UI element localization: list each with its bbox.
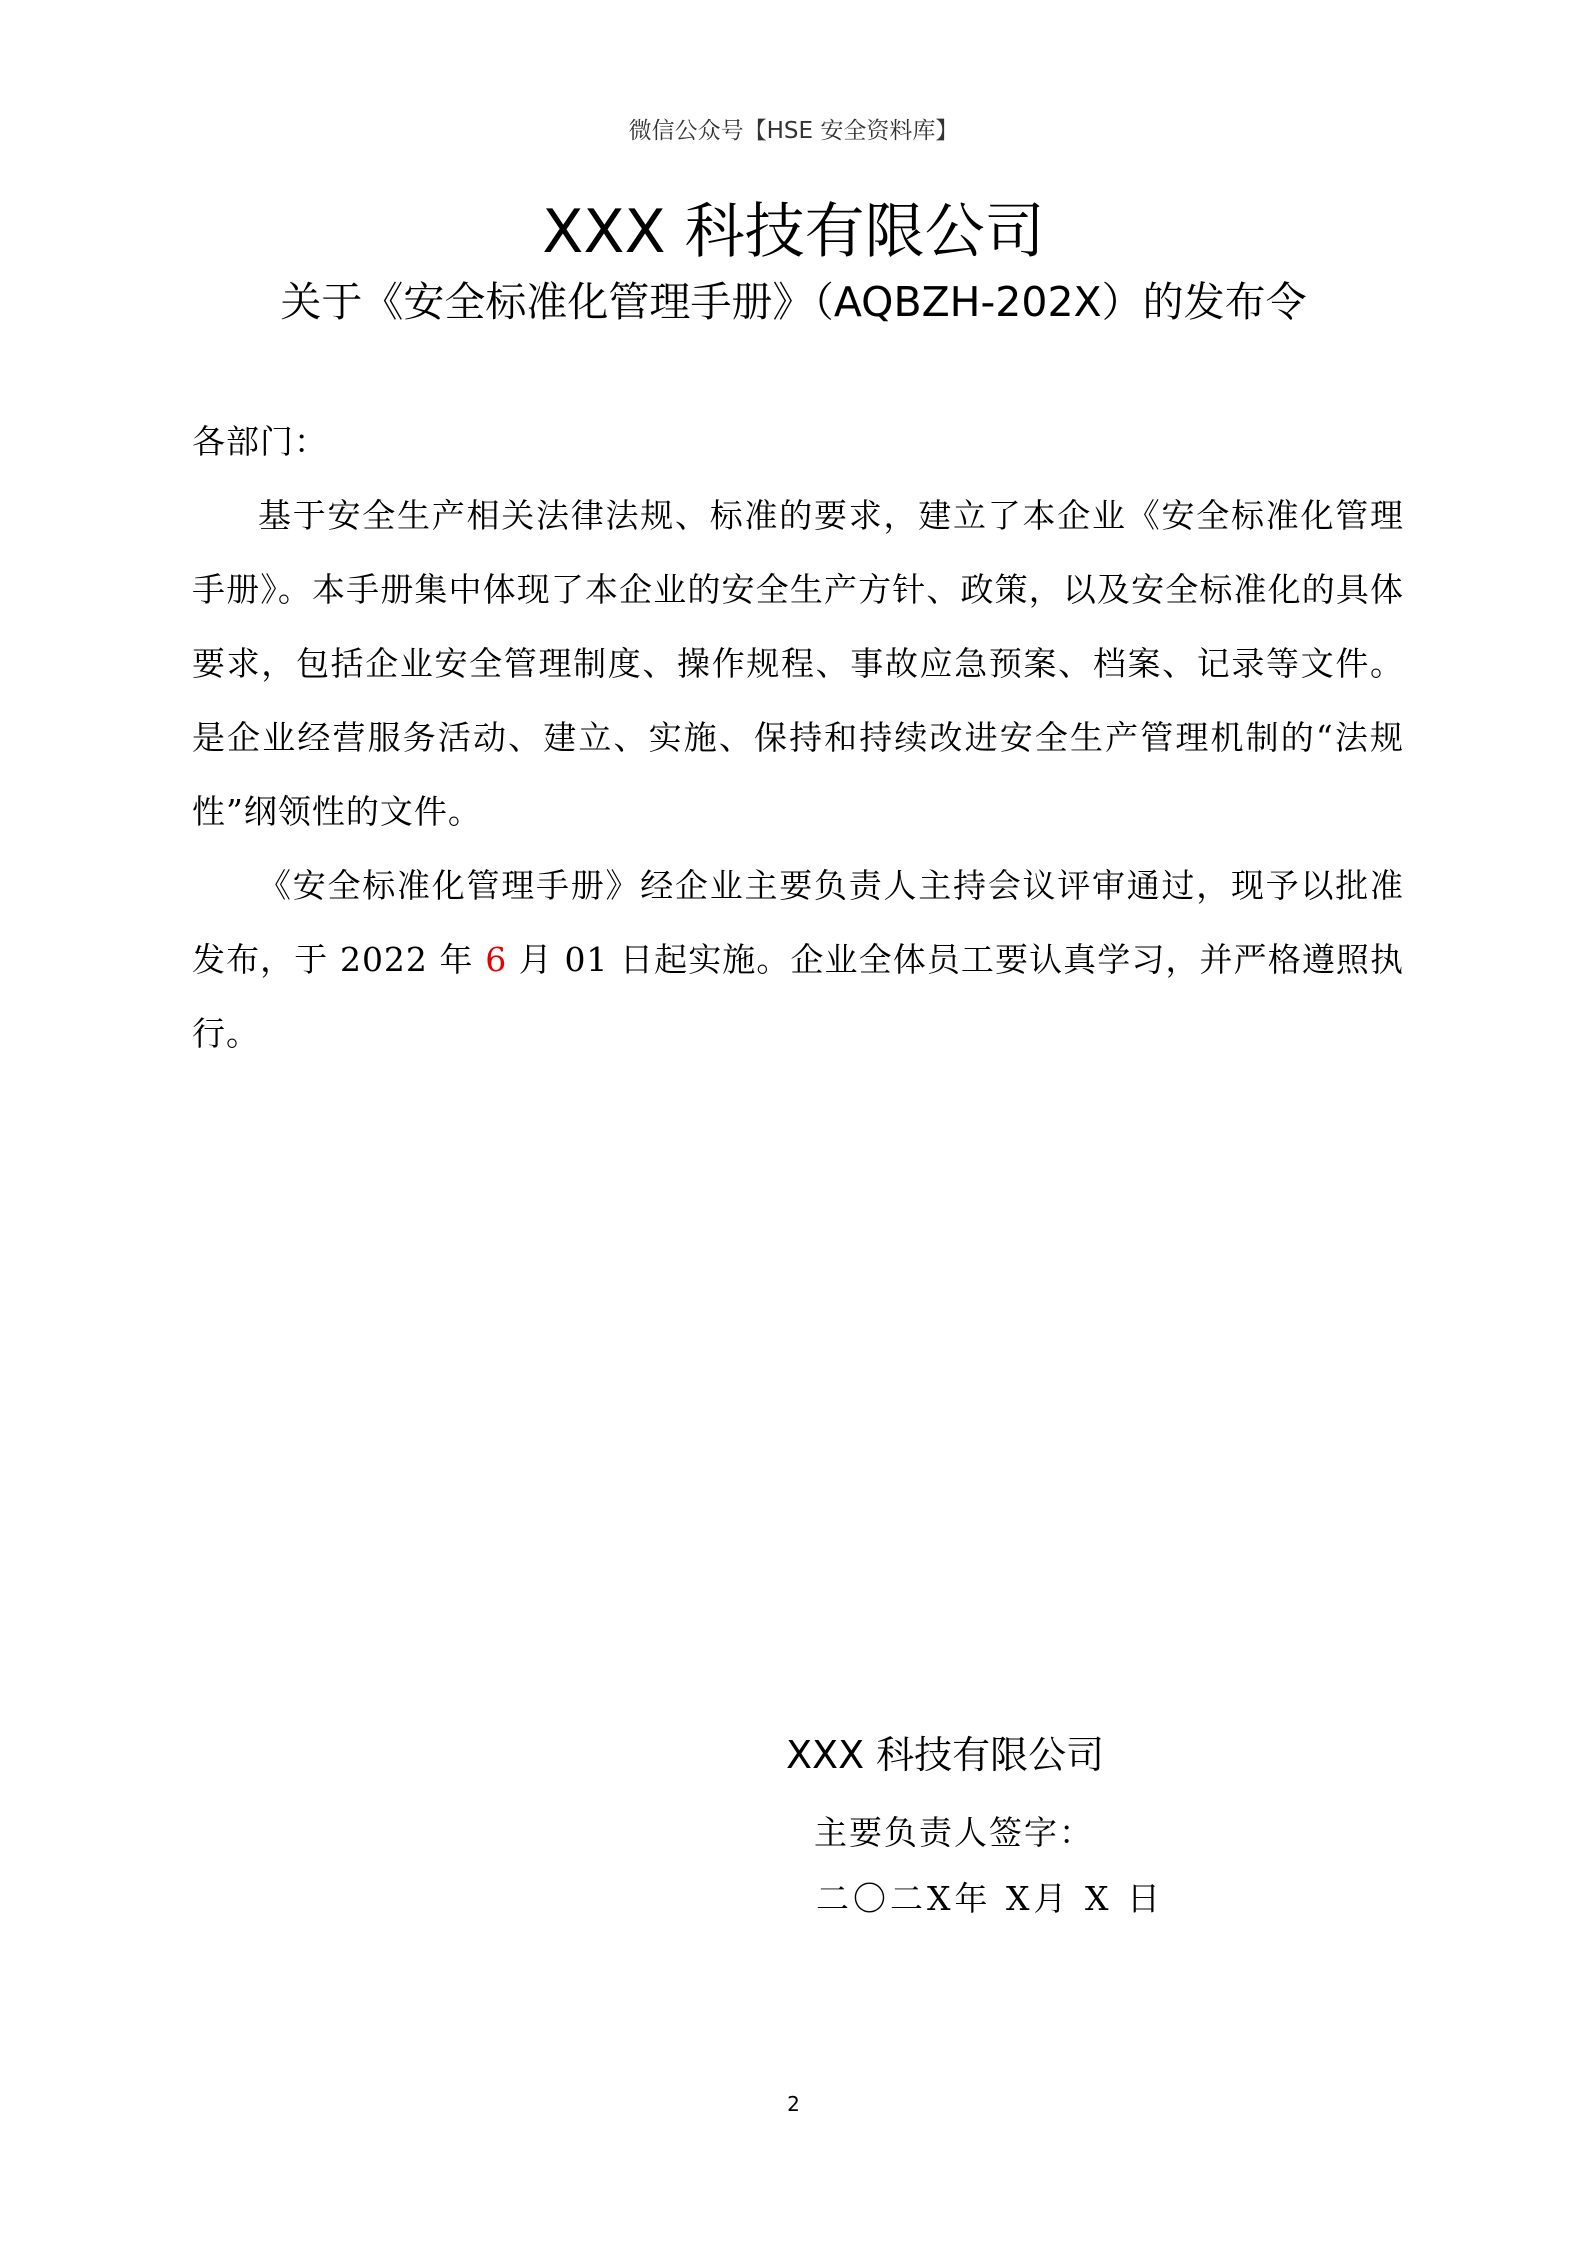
- signature-company: XXX 科技有限公司: [786, 1733, 1105, 1777]
- paragraph-2-text-end: 月 01 日起实施。企业全体员工要认真学习，并严格遵照执行。: [192, 940, 1405, 1053]
- signature-date: 二〇二X年 X月 X 日: [816, 1879, 1164, 1918]
- salutation: 各部门：: [192, 422, 328, 461]
- signature-block: [786, 1725, 1164, 1929]
- company-title: XXX 科技有限公司: [542, 197, 1045, 267]
- header-note: 微信公众号【HSE 安全资料库】: [628, 118, 959, 144]
- paragraph-1: 基于安全生产相关法律法规、标准的要求，建立了本企业《安全标准化管理手册》。本手册集中体现了本企业的安全生产方针、政策，以及安全标准化的具体要求，包括企业安全管理制度、操作规程、事故应急预案、档案、记录等文件。是企业经营服务活动、建立、实施、保持和持续改进安全生产管理机制的“法规性”纲领性的文件。: [192, 496, 1404, 831]
- page-number: 2: [787, 2092, 800, 2116]
- effective-month: 6: [485, 940, 508, 979]
- document-title: 关于《安全标准化管理手册》（AQBZH-202X）的发布令: [280, 278, 1307, 326]
- document-body: [192, 405, 1404, 1071]
- paragraph-2: [192, 849, 1404, 1071]
- paragraph-2-text-start: 《安全标准化管理手册》经企业主要负责人主持会议评审通过，现予以批准发布，于 2022 年: [192, 866, 1404, 979]
- signature-label: 主要负责人签字：: [814, 1813, 1094, 1852]
